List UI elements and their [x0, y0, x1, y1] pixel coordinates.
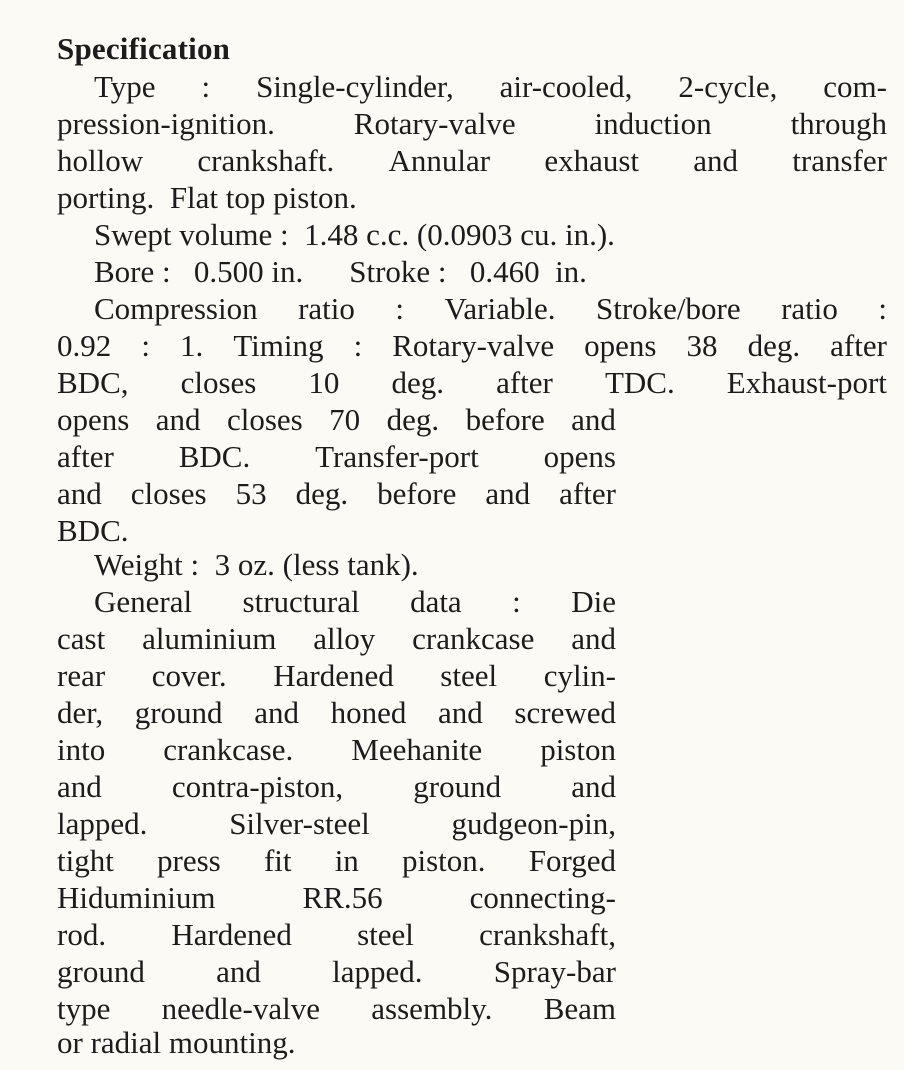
word: before	[377, 476, 457, 511]
text-line	[94, 68, 887, 105]
word: and	[57, 769, 102, 804]
word: and	[57, 476, 102, 511]
word: and	[571, 621, 616, 656]
text-line	[57, 953, 616, 990]
text-line	[94, 583, 616, 620]
stroke-value: 0.460	[469, 254, 540, 289]
word: steel	[440, 658, 498, 693]
word: opens	[57, 402, 130, 437]
word: :	[878, 291, 887, 326]
word: rear	[57, 658, 106, 693]
word: alloy	[313, 621, 376, 656]
word: Meehanite	[351, 732, 483, 767]
text-line	[94, 253, 587, 290]
word: :	[395, 291, 404, 326]
word: Forged	[528, 843, 616, 878]
word: :	[201, 69, 211, 104]
word: exhaust	[544, 143, 640, 178]
word: cylin-	[543, 658, 616, 693]
word: der,	[57, 695, 104, 730]
word: piston	[540, 732, 616, 767]
swept-volume-label: Swept volume :	[94, 217, 289, 252]
word: Hardened	[171, 917, 292, 952]
text-line	[94, 216, 615, 253]
word: Type	[94, 69, 156, 104]
swept-volume-value: 1.48 c.c. (0.0903 cu. in.).	[304, 217, 615, 252]
word: com-	[823, 69, 887, 104]
word: 2-cycle,	[678, 69, 778, 104]
word: 10	[308, 365, 340, 400]
word: Rotary-valve	[392, 328, 555, 363]
text-line	[57, 327, 887, 364]
word: assembly.	[371, 991, 493, 1026]
word: Rotary-valve	[353, 106, 516, 141]
stroke-label: Stroke :	[349, 254, 447, 289]
word: induction	[594, 106, 712, 141]
word: air-cooled,	[499, 69, 633, 104]
text-line	[57, 916, 616, 953]
word: Annular	[388, 143, 491, 178]
word: aluminium	[142, 621, 277, 656]
word: Flat	[169, 180, 219, 215]
word: and	[571, 402, 616, 437]
word: crankshaft.	[197, 143, 335, 178]
word: press	[157, 843, 221, 878]
word: ground	[134, 695, 223, 730]
word: structural	[242, 584, 360, 619]
word: lapped.	[57, 806, 148, 841]
word: type	[57, 991, 111, 1026]
word: ground	[413, 769, 502, 804]
text-line	[57, 105, 887, 142]
text-line	[57, 694, 616, 731]
text-line	[57, 990, 616, 1027]
word: 70	[329, 402, 361, 437]
word: top	[225, 180, 266, 215]
word: mounting.	[168, 1025, 296, 1060]
word: tight	[57, 843, 114, 878]
text-line	[57, 768, 616, 805]
word: RR.56	[302, 880, 383, 915]
word: deg.	[747, 328, 801, 363]
word: contra-piston,	[171, 769, 344, 804]
text-line	[57, 1024, 296, 1061]
word: after	[496, 365, 553, 400]
word: after	[559, 476, 616, 511]
word: and	[155, 402, 201, 437]
word: data	[410, 584, 462, 619]
word: crankcase.	[163, 732, 294, 767]
word: rod.	[57, 917, 107, 952]
word: and	[693, 143, 739, 178]
text-line	[57, 401, 616, 438]
word: ground	[57, 954, 145, 989]
word: connecting-	[469, 880, 616, 915]
word: BDC,	[57, 365, 129, 400]
word: Silver-steel	[229, 806, 370, 841]
word: crankshaft,	[479, 917, 616, 952]
text-line	[57, 512, 129, 549]
word: :	[141, 328, 150, 363]
word: closes	[130, 476, 207, 511]
word: gudgeon-pin,	[451, 806, 616, 841]
text-line	[57, 142, 887, 179]
text-line	[57, 438, 616, 475]
word: BDC.	[57, 513, 129, 548]
word: after	[830, 328, 887, 363]
word: deg.	[295, 476, 349, 511]
word: Hiduminium	[57, 880, 216, 915]
word: Single-cylinder,	[256, 69, 454, 104]
word: Beam	[543, 991, 616, 1026]
bore-value: 0.500 in.	[193, 254, 304, 289]
stroke-unit: in.	[555, 254, 587, 289]
text-line	[94, 290, 887, 327]
word: BDC.	[178, 439, 251, 474]
word: after	[57, 439, 114, 474]
word: and	[571, 769, 616, 804]
word: Spray-bar	[493, 954, 616, 989]
word: :	[353, 328, 363, 363]
word: hollow	[57, 143, 144, 178]
word: Exhaust-port	[726, 365, 887, 400]
text-line	[57, 879, 616, 916]
word: cover.	[151, 658, 227, 693]
word: TDC.	[604, 365, 675, 400]
word: lapped.	[332, 954, 423, 989]
bore-label: Bore :	[94, 254, 171, 289]
word: 53	[235, 476, 267, 511]
spec-heading: Specification	[57, 31, 231, 66]
word: and	[216, 954, 261, 989]
word: and	[438, 695, 483, 730]
text-line	[57, 731, 616, 768]
word: Hardened	[273, 658, 394, 693]
word: deg.	[386, 402, 440, 437]
word: 1.	[180, 328, 204, 363]
word: deg.	[391, 365, 445, 400]
text-line	[57, 657, 616, 694]
word: porting.	[57, 180, 155, 215]
word: and	[485, 476, 531, 511]
word: opens	[543, 439, 616, 474]
word: Compression	[94, 291, 258, 326]
word: needle-valve	[161, 991, 321, 1026]
word: Variable.	[444, 291, 556, 326]
text-line	[57, 805, 616, 842]
word: through	[790, 106, 887, 141]
word: 38	[686, 328, 718, 363]
word: honed	[330, 695, 407, 730]
word: 0.92	[57, 328, 112, 363]
word: Die	[571, 584, 616, 619]
text-line	[57, 179, 357, 216]
word: pression-ignition.	[57, 106, 275, 141]
word: screwed	[514, 695, 616, 730]
text-line	[57, 620, 616, 657]
word: fit	[263, 843, 292, 878]
word: :	[512, 584, 521, 619]
weight-value: 3 oz. (less tank).	[214, 547, 419, 582]
word: piston.	[402, 843, 486, 878]
word: closes	[226, 402, 303, 437]
word: and	[254, 695, 299, 730]
word: Stroke/bore	[595, 291, 741, 326]
word: in	[334, 843, 359, 878]
word: cast	[57, 621, 106, 656]
weight-label: Weight :	[94, 547, 200, 582]
word: closes	[180, 365, 257, 400]
word: or	[57, 1025, 83, 1060]
word: Transfer-port	[315, 439, 479, 474]
word: Timing	[233, 328, 324, 363]
word: radial	[90, 1025, 162, 1060]
word: before	[465, 402, 545, 437]
word: ratio	[781, 291, 838, 326]
word: into	[57, 732, 106, 767]
word: steel	[357, 917, 414, 952]
text-line	[57, 364, 887, 401]
word: General	[94, 584, 193, 619]
word: ratio	[298, 291, 355, 326]
word: transfer	[792, 143, 887, 178]
word: opens	[584, 328, 657, 363]
word: crankcase	[412, 621, 535, 656]
text-line	[57, 842, 616, 879]
word: piston.	[273, 180, 357, 215]
text-line	[94, 546, 419, 583]
text-line	[57, 475, 616, 512]
